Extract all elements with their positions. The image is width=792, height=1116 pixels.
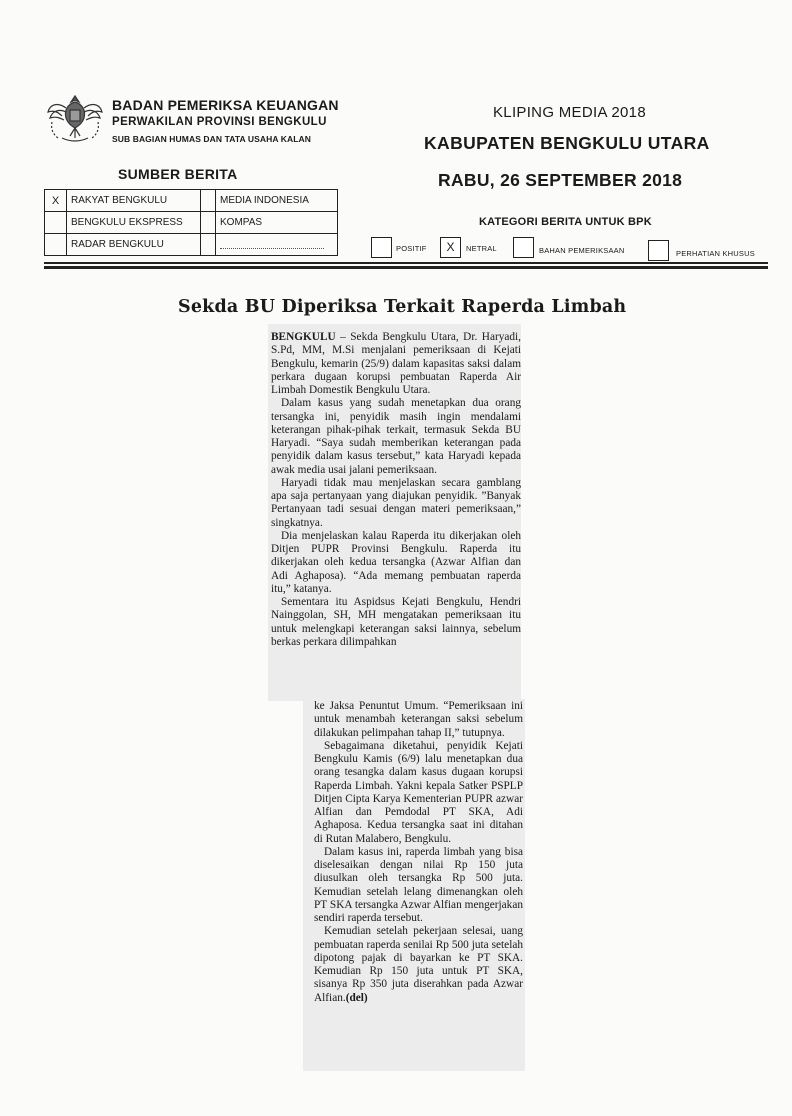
garuda-emblem-logo bbox=[44, 88, 106, 150]
category-perhatian-checkbox[interactable] bbox=[648, 240, 669, 261]
article-signature: (del) bbox=[345, 991, 368, 1004]
article-last-paragraph bbox=[314, 925, 523, 1005]
source-checkbox[interactable] bbox=[201, 234, 216, 256]
source-checkbox[interactable] bbox=[45, 234, 67, 256]
category-positif-label: POSITIF bbox=[396, 244, 427, 253]
article-paragraph-continuation: ke Jaksa Penuntut Umum. “Pemeriksaan ini untuk menambah keterangan saksi sebelum dilakukan pelimpahan tahap II,” tutupnya. bbox=[314, 700, 523, 739]
source-name: RAKYAT BENGKULU bbox=[67, 190, 201, 212]
category-bahan-label: BAHAN PEMERIKSAAN bbox=[539, 246, 625, 255]
source-name: RADAR BENGKULU bbox=[67, 234, 201, 256]
article-column-2 bbox=[314, 700, 523, 1005]
source-checkbox[interactable]: X bbox=[45, 190, 67, 212]
source-checkbox[interactable] bbox=[45, 212, 67, 234]
article-lead: – Sekda Bengkulu Utara, Dr. Haryadi, S.Pd, MM, M.Si menjalani pemeriksaan di Kejati Bengkulu, kemarin (25/9) dalam kapasitas saksi dalam perkara dugaan korupsi pembuatan Raperda Air Limbah Domestik Bengkulu Utara. bbox=[271, 331, 521, 396]
dotted-fill-line bbox=[220, 238, 324, 249]
source-other-blank[interactable] bbox=[216, 234, 338, 256]
table-row bbox=[45, 212, 338, 234]
article-paragraph: Sebagaimana diketahui, penyidik Kejati Bengkulu Kamis (6/9) lalu menetapkan dua orang tesangka dalam kasus dugaan korupsi Raperda Limbah. Yakni kepala Satker PSPLP Ditjen Cipta Karya Kementerian PUPR azwar Alfian dan Pemdodal PT SKA, Adi Aghaposa. Kedua tersangka saat ini ditahan di Rutan Malabero, Bengkulu. bbox=[314, 739, 523, 845]
org-subdivision: SUB BAGIAN HUMAS DAN TATA USAHA KALAN bbox=[112, 134, 312, 144]
article-column-1 bbox=[271, 331, 521, 649]
article-paragraph: Dia menjelaskan kalau Raperda itu dikerjakan oleh Ditjen PUPR Provinsi Bengkulu. Raperda itu dikerjakan oleh kedua tersangka (Azwar Alfian dan Adi Aghaposa). “Ada memang pembuatan raperda itu,” katanya. bbox=[271, 529, 521, 595]
article-paragraph: Dalam kasus yang sudah menetapkan dua orang tersangka ini, penyidik masih ingin mendalami keterangan pihak-pihak terkait, termasuk Sekda BU Haryadi. “Saya sudah memberikan keterangan pada penyidik dalam kasus tersebut,” kata Haryadi kepada awak media usai jalani pemeriksaan. bbox=[271, 397, 521, 476]
source-name: MEDIA INDONESIA bbox=[216, 190, 338, 212]
sources-table bbox=[44, 189, 338, 256]
org-name: BADAN PEMERIKSA KEUANGAN bbox=[112, 97, 339, 113]
category-bahan-checkbox[interactable] bbox=[513, 237, 534, 258]
table-row bbox=[45, 190, 338, 212]
category-title: KATEGORI BERITA UNTUK BPK bbox=[479, 216, 652, 228]
article-paragraph: Haryadi tidak mau menjelaskan secara gamblang apa saja pertanyaan yang diajukan penyidik. ”Banyak Pertanyaan tadi sesuai dengan materi pemeriksaan,” singkatnya. bbox=[271, 476, 521, 529]
article-lead-paragraph bbox=[271, 331, 521, 397]
category-positif-checkbox[interactable] bbox=[371, 237, 392, 258]
kabupaten-title: KABUPATEN BENGKULU UTARA bbox=[424, 133, 710, 153]
article-byline: BENGKULU bbox=[271, 331, 336, 343]
kliping-label: KLIPING MEDIA 2018 bbox=[493, 104, 646, 121]
publication-date: RABU, 26 SEPTEMBER 2018 bbox=[438, 170, 683, 190]
article-paragraph: Dalam kasus ini, raperda limbah yang bisa diselesaikan dengan nilai Rp 150 juta diusulkan oleh tersangka Rp 500 juta. Kemudian setelah lelang dimenangkan oleh PT SKA tersangka Azwar Alfian mengerjakan sendiri raperda tersebut. bbox=[314, 845, 523, 924]
table-row bbox=[45, 234, 338, 256]
org-branch: PERWAKILAN PROVINSI BENGKULU bbox=[112, 116, 327, 128]
source-checkbox[interactable] bbox=[201, 190, 216, 212]
divider-line bbox=[44, 266, 768, 269]
article-paragraph: Sementara itu Aspidsus Kejati Bengkulu, Hendri Nainggolan, SH, MH mengatakan pemeriksaan itu untuk melengkapi keterangan saksi lainnya, sebelum berkas perkara dilimpahkan bbox=[271, 596, 521, 648]
source-name: BENGKULU EKSPRESS bbox=[67, 212, 201, 234]
category-netral-checkbox[interactable]: X bbox=[440, 237, 461, 258]
source-checkbox[interactable] bbox=[201, 212, 216, 234]
sources-title: SUMBER BERITA bbox=[118, 166, 238, 182]
divider-line bbox=[44, 262, 768, 264]
category-perhatian-label: PERHATIAN KHUSUS bbox=[676, 249, 755, 258]
category-netral-label: NETRAL bbox=[466, 244, 497, 253]
source-name: KOMPAS bbox=[216, 212, 338, 234]
article-paragraph-text: Kemudian setelah pekerjaan selesai, uang pembuatan raperda senilai Rp 500 juta setelah dipotong pajak di bayarkan ke PT SKA. Kemudian Rp 150 juta untuk PT SKA, sisanya Rp 350 juta diserahkan pada Azwar Alfian. bbox=[314, 925, 523, 1004]
article-headline: Sekda BU Diperiksa Terkait Raperda Limbah bbox=[178, 297, 627, 317]
